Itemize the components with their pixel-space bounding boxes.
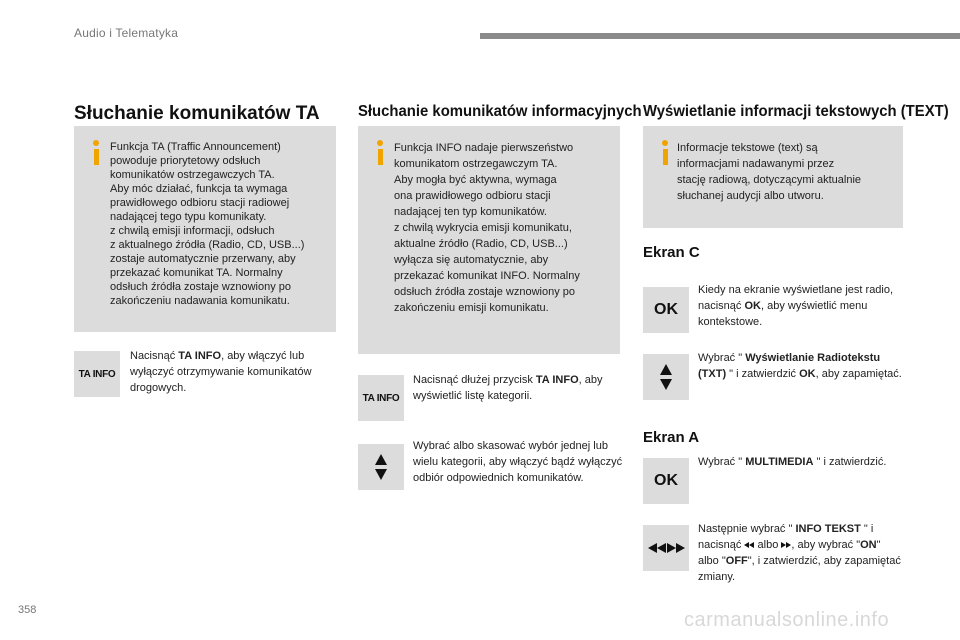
up-down-arrows-key	[643, 354, 689, 400]
footer-watermark: carmanualsonline.info	[684, 609, 890, 631]
arrow-down-icon	[660, 379, 672, 390]
info-icon	[374, 140, 386, 166]
info-section-title: Słuchanie komunikatów informacyjnych	[358, 103, 642, 120]
c-step2-text: Wybrać " Wyświetlanie Radiotekstu (TXT) " i zatwierdzić OK, aby zapamiętać.	[698, 352, 902, 380]
ta-section-title: Słuchanie komunikatów TA	[74, 103, 320, 124]
info-info-text: Funkcja INFO nadaje pierwszeństwo komunikatom ostrzegawczym TA. Aby mogła być aktywna, wymaga ona prawidłowego odbioru stacji nadającej ten typ komunikatów. z chwilą wykrycia emisji komunikatu, aktualne źródło (Radio, CD, USB...) wyłącza się automatycznie, aby przekazać komunikat INFO. Normalny odsłuch źródła zostaje wznowiony po zakończeniu emisji komunikatu.	[394, 142, 580, 314]
a-step2-text: Następnie wybrać " INFO TEKST " i nacisnąć albo , aby wybrać "ON" albo "OFF", i zatwierdzić, aby zapamiętać zmiany.	[698, 523, 901, 583]
arrow-up-icon	[375, 454, 387, 465]
up-down-arrows-key	[358, 444, 404, 490]
double-right-icon	[667, 543, 685, 553]
text-section-title: Wyświetlanie informacji tekstowych (TEXT)	[643, 103, 949, 120]
ekran-c-title: Ekran C	[643, 244, 700, 261]
arrow-down-icon	[375, 469, 387, 480]
ta-info-box	[74, 126, 336, 332]
ekran-a-title: Ekran A	[643, 429, 700, 446]
text-info-text: Informacje tekstowe (text) są informacjami nadawanymi przez stację radiową, dotyczącymi aktualnie słuchanej audycji albo utworu.	[677, 142, 862, 202]
double-left-icon	[648, 543, 666, 553]
section-header: Audio i Telematyka	[74, 26, 179, 40]
info-step2-text: Wybrać albo skasować wybór jednej lub wielu kategorii, aby włączyć bądź wyłączyć odbiór odpowiednich komunikatów.	[413, 440, 623, 484]
text-info-box	[643, 126, 903, 228]
left-right-arrows-key	[643, 525, 689, 571]
info-step1-text: Nacisnąć dłużej przycisk TA INFO, aby wyświetlić listę kategorii.	[413, 374, 603, 402]
c-step1-text: Kiedy na ekranie wyświetlane jest radio, nacisnąć OK, aby wyświetlić menu kontekstowe.	[698, 284, 894, 328]
ta-info-key: TA INFO	[358, 375, 404, 421]
page-number: 358	[18, 604, 37, 616]
info-icon	[659, 140, 671, 166]
ta-step-text: Nacisnąć TA INFO, aby włączyć lub wyłączyć otrzymywanie komunikatów drogowych.	[130, 350, 312, 394]
info-info-box	[358, 126, 620, 354]
header-bar	[480, 33, 960, 39]
ok-key: OK	[643, 458, 689, 504]
ta-info-key: TA INFO	[74, 351, 120, 397]
a-step1-text: Wybrać " MULTIMEDIA " i zatwierdzić.	[698, 456, 887, 468]
arrow-up-icon	[660, 364, 672, 375]
info-icon	[90, 140, 102, 166]
ok-key: OK	[643, 287, 689, 333]
ta-info-text: Funkcja TA (Traffic Announcement) powoduje priorytetowy odsłuch komunikatów ostrzegawczych TA. Aby móc działać, funkcja ta wymaga prawidłowego odbioru stacji radiowej nadającej tego typu komunikaty. z chwilą emisji informacji, odsłuch z aktualnego źródła (Radio, CD, USB...) zostaje automatycznie przerwany, aby przekazać komunikat TA. Normalny odsłuch źródła zostaje wznowiony po zakończeniu nadawania komunikatu.	[110, 141, 305, 307]
